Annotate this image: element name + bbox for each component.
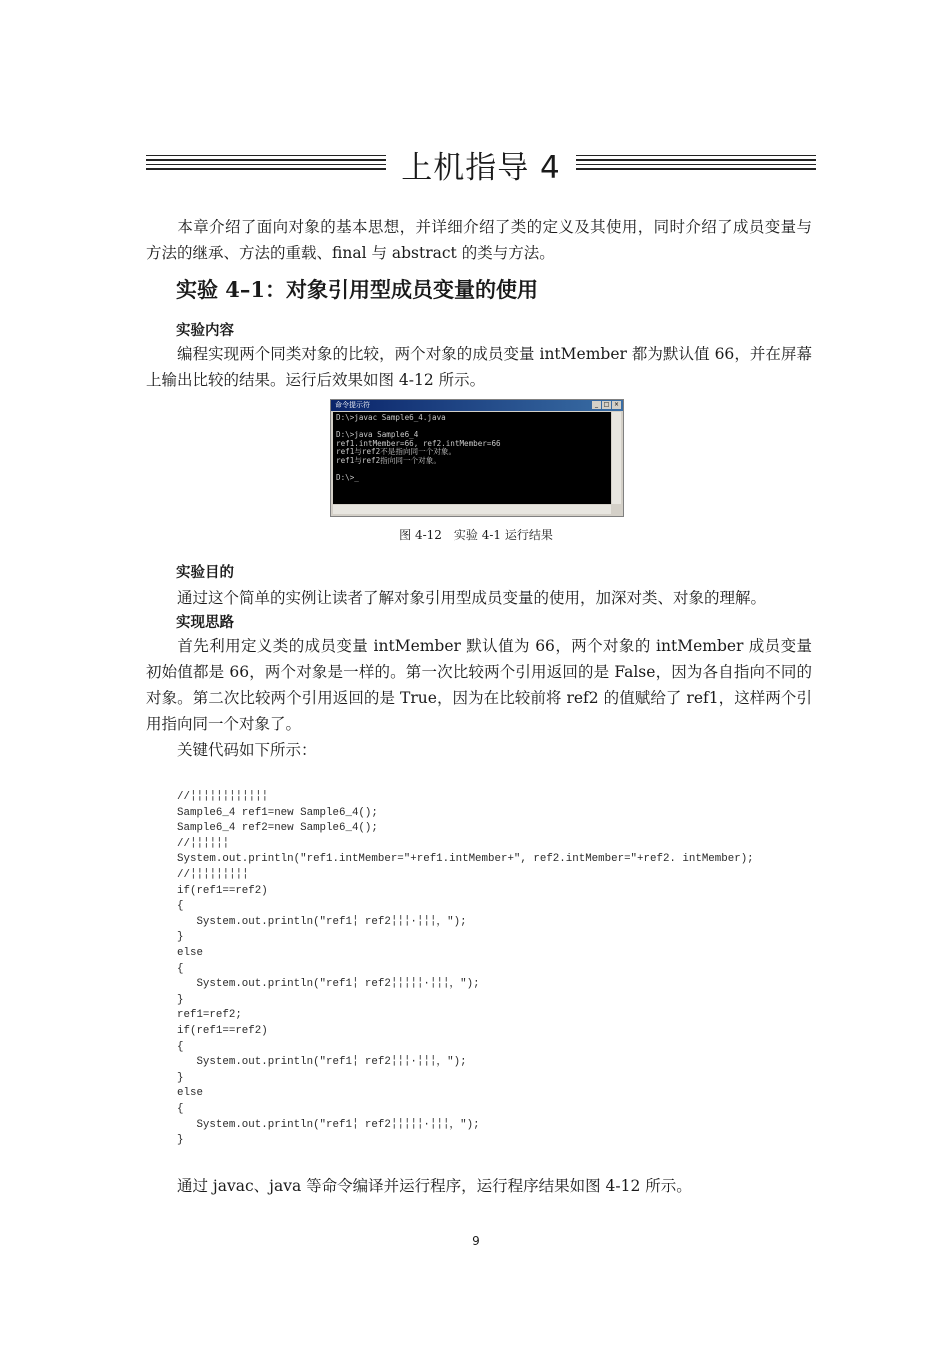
console-horizontal-scrollbar [333, 505, 611, 514]
heading-purpose: 实验目的 [176, 565, 234, 581]
page-number: 9 [472, 1234, 480, 1248]
code-line: else [177, 1087, 203, 1100]
console-line: D:\>java Sample6_4 [336, 430, 419, 440]
code-line: //╎╎╎╎╎╎╎╎╎ [177, 869, 249, 881]
code-line: System.out.println("ref1╎ ref2╎╎╎╎╎·╎╎╎，"); [177, 978, 480, 991]
console-vertical-scrollbar [612, 412, 621, 504]
console-window [330, 399, 624, 517]
code-line: //╎╎╎╎╎╎ [177, 837, 229, 850]
code-line: System.out.println("ref1╎ ref2╎╎╎╎╎·╎╎╎，"); [177, 1118, 480, 1131]
code-line: //╎╎╎╎╎╎╎╎╎╎╎╎ [177, 791, 268, 803]
approach-text: 首先利用定义类的成员变量 intMember 默认值为 66，两个对象的 intMember 成员变量初始值都是 66，两个对象是一样的。第一次比较两个引用返回的是 False，因为各自指向不同的对象。第二次比较两个引用返回的是 True，因为在比较前将 ref2 的值赋给了 ref1，这样两个引用指向同一个对象了。 [146, 637, 812, 733]
closing-paragraph [146, 1173, 812, 1199]
chapter-header [146, 140, 816, 186]
console-title: 命令提示符 [335, 401, 370, 409]
closing-text: 通过 javac、java 等命令编译并运行程序，运行程序结果如图 4-12 所示。 [177, 1177, 692, 1195]
close-icon: × [613, 401, 620, 408]
purpose-text: 通过这个简单的实例让读者了解对象引用型成员变量的使用，加深对类、对象的理解。 [177, 589, 767, 607]
code-intro-paragraph [146, 737, 812, 763]
code-line: Sample6_4 ref1=new Sample6_4(); [177, 806, 378, 819]
header-rule-right [576, 155, 816, 176]
console-titlebar [331, 400, 623, 411]
console-line: ref1与ref2不是指向同一个对象。 [336, 447, 457, 457]
intro-text: 本章介绍了面向对象的基本思想，并详细介绍了类的定义及其使用，同时介绍了成员变量与方法的继承、方法的重载、final 与 abstract 的类与方法。 [146, 218, 812, 262]
heading-content: 实验内容 [176, 323, 234, 339]
code-line: { [177, 1103, 184, 1115]
code-intro-text: 关键代码如下所示： [177, 741, 317, 759]
code-line: } [177, 931, 184, 944]
code-line: if(ref1==ref2) [177, 884, 268, 897]
console-output [333, 412, 611, 504]
approach-paragraph [146, 633, 812, 737]
console-line: D:\>_ [336, 473, 359, 483]
console-line: ref1与ref2指向同一个对象。 [336, 455, 441, 465]
code-line: System.out.println("ref1╎ ref2╎╎╎·╎╎╎，"); [177, 915, 467, 928]
purpose-paragraph [146, 585, 812, 611]
console-line: ref1.intMember=66, ref2.intMember=66 [336, 438, 501, 448]
code-line: System.out.println("ref1╎ ref2╎╎╎·╎╎╎，"); [177, 1056, 467, 1069]
heading-approach: 实现思路 [176, 615, 234, 631]
console-line [336, 466, 608, 475]
minimize-icon: _ [592, 401, 601, 409]
code-line: Sample6_4 ref2=new Sample6_4(); [177, 822, 378, 835]
console-line: D:\>javac Sample6_4.java [336, 413, 446, 422]
code-line: if(ref1==ref2) [177, 1025, 268, 1037]
code-line: { [177, 962, 184, 975]
code-line: { [177, 900, 184, 913]
content-text: 编程实现两个同类对象的比较，两个对象的成员变量 intMember 都为默认值 66，并在屏幕上输出比较的结果。运行后效果如图 4-12 所示。 [146, 345, 812, 389]
code-line: System.out.println("ref1.intMember="+ref1.intMember+", ref2.intMember="+ref2. intMember); [177, 853, 754, 866]
section-title: 实验 4–1：对象引用型成员变量的使用 [176, 277, 539, 302]
figure-caption: 图 4-12 实验 4-1 运行结果 [399, 528, 553, 542]
content-paragraph [146, 341, 812, 393]
code-line: { [177, 1040, 184, 1053]
code-line: ref1=ref2; [177, 1009, 242, 1022]
chapter-title: 上机指导 4 [401, 150, 561, 186]
code-line: } [177, 1134, 184, 1147]
code-line: } [177, 1071, 184, 1084]
code-line: else [177, 947, 203, 959]
maximize-icon: □ [603, 401, 610, 408]
code-line: } [177, 993, 184, 1006]
intro-paragraph [146, 214, 812, 266]
